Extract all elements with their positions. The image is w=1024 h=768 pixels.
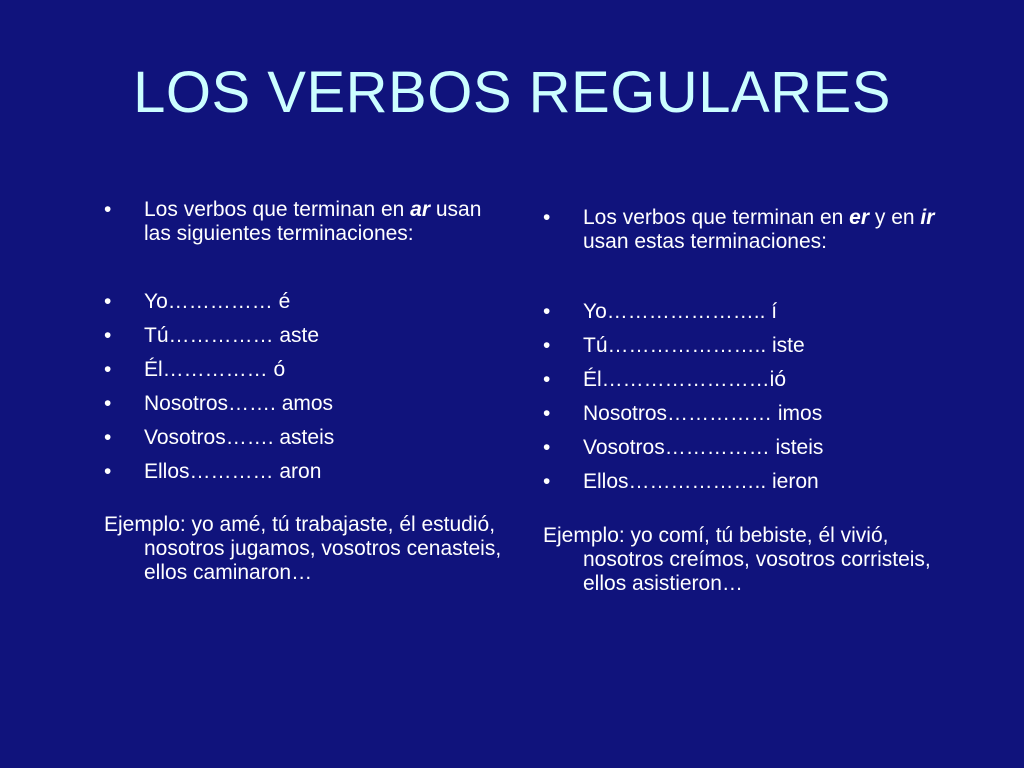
bullet-icon: •	[104, 324, 112, 347]
list-item	[543, 368, 943, 392]
bullet-icon: •	[104, 460, 112, 483]
right-intro	[543, 206, 943, 254]
bullet-icon: •	[543, 470, 551, 493]
conjugation-vosotros: Vosotros……. asteis	[144, 426, 335, 449]
conjugation-yo: Yo…………… é	[144, 290, 291, 313]
bullet-icon: •	[543, 300, 551, 323]
conjugation-el: Él……………………ió	[583, 368, 787, 391]
left-intro-ending: ar	[410, 198, 431, 221]
conjugation-yo: Yo………………….. í	[583, 300, 778, 323]
conjugation-ellos: Ellos……………….. ieron	[583, 470, 819, 493]
conjugation-vosotros: Vosotros…………… isteis	[583, 436, 824, 459]
bullet-icon: •	[543, 334, 551, 357]
bullet-icon: •	[543, 206, 551, 229]
bullet-icon: •	[104, 426, 112, 449]
left-example: Ejemplo: yo amé, tú trabajaste, él estudió, nosotros jugamos, vosotros cenasteis, ellos caminaron…	[104, 513, 502, 584]
list-item	[543, 334, 943, 358]
bullet-icon: •	[543, 368, 551, 391]
right-example: Ejemplo: yo comí, tú bebiste, él vivió, nosotros creímos, vosotros corristeis, ellos asistieron…	[543, 524, 931, 595]
bullet-icon: •	[104, 358, 112, 381]
right-column	[543, 206, 943, 596]
bullet-icon: •	[104, 392, 112, 415]
conjugation-nosotros: Nosotros…………… imos	[583, 402, 823, 425]
list-item	[543, 470, 943, 494]
slide-title: LOS VERBOS REGULARES	[133, 60, 891, 125]
left-intro-text-end: usan las siguientes terminaciones:	[144, 198, 482, 245]
right-intro-text: Los verbos que terminan en	[583, 206, 850, 229]
list-item	[104, 324, 514, 348]
right-intro-text-middle: y en	[869, 206, 921, 229]
list-item	[104, 460, 514, 484]
list-item	[104, 392, 514, 416]
list-item	[543, 402, 943, 426]
left-intro-text: Los verbos que terminan en	[144, 198, 411, 221]
left-intro	[104, 198, 514, 246]
bullet-icon: •	[543, 436, 551, 459]
conjugation-el: Él…………… ó	[144, 358, 286, 381]
bullet-icon: •	[104, 290, 112, 313]
right-intro-ending-er: er	[849, 206, 870, 229]
bullet-icon: •	[104, 198, 112, 221]
list-item	[104, 426, 514, 450]
conjugation-tu: Tú………………….. iste	[583, 334, 805, 357]
left-column	[104, 198, 514, 585]
conjugation-tu: Tú…………… aste	[144, 324, 320, 347]
list-item	[104, 358, 514, 382]
list-item	[104, 290, 514, 314]
bullet-icon: •	[543, 402, 551, 425]
right-intro-ending-ir: ir	[920, 206, 935, 229]
list-item	[543, 436, 943, 460]
conjugation-ellos: Ellos………… aron	[144, 460, 322, 483]
conjugation-nosotros: Nosotros……. amos	[144, 392, 334, 415]
list-item	[543, 300, 943, 324]
right-intro-text-end: usan estas terminaciones:	[583, 230, 827, 253]
